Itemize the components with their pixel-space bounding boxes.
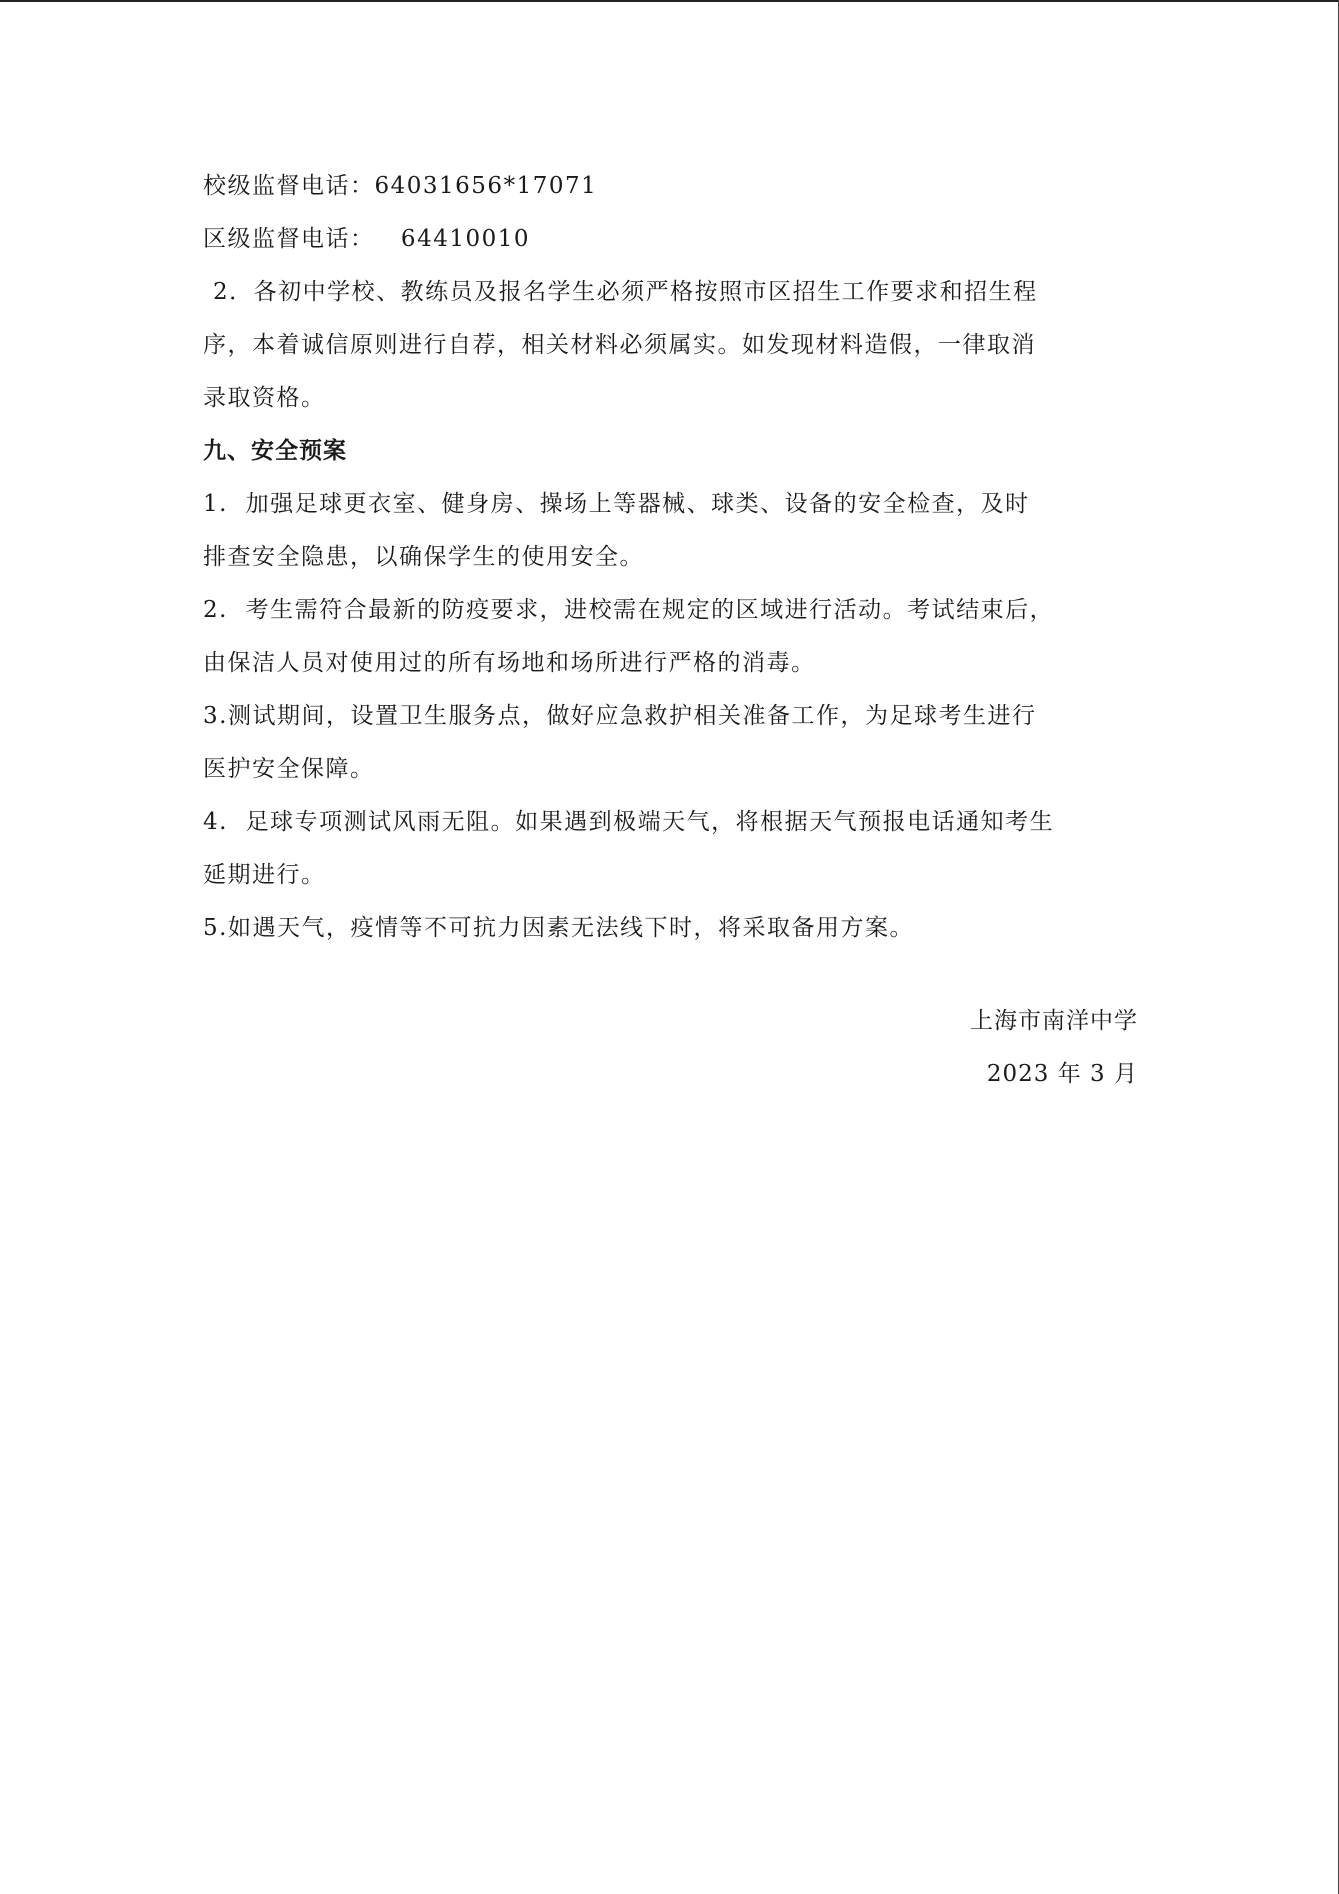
safety-item-line: 排查安全隐患，以确保学生的使用安全。 [203, 544, 644, 570]
signature-date: 2023 年 3 月 [986, 1061, 1138, 1087]
safety-item-3 [203, 690, 1138, 796]
section-9-heading: 九、安全预案 [203, 438, 347, 464]
note-2-line: 序，本着诚信原则进行自荐，相关材料必须属实。如发现材料造假，一律取消 [203, 332, 1036, 358]
page-top-border [0, 0, 1339, 2]
safety-item-2 [203, 584, 1138, 690]
safety-item-line: 2. 考生需符合最新的防疫要求，进校需在规定的区域进行活动。考试结束后， [203, 597, 1055, 623]
note-2-line: 录取资格。 [203, 385, 326, 411]
district-supervision-phone: 区级监督电话： 64410010 [203, 226, 530, 252]
signature-spacer [203, 955, 1138, 995]
safety-item-line: 4. 足球专项测试风雨无阻。如果遇到极端天气，将根据天气预报电话通知考生 [203, 809, 1055, 835]
document-page [203, 160, 1138, 1101]
signature-organization: 上海市南洋中学 [970, 1008, 1138, 1034]
safety-item-1 [203, 478, 1138, 584]
school-supervision-phone: 校级监督电话：64031656*17071 [203, 173, 598, 199]
safety-item-line: 1. 加强足球更衣室、健身房、操场上等器械、球类、设备的安全检查，及时 [203, 491, 1030, 517]
safety-item-line: 由保洁人员对使用过的所有场地和场所进行严格的消毒。 [203, 650, 816, 676]
note-2-paragraph [203, 266, 1138, 425]
safety-item-line: 5.如遇天气，疫情等不可抗力因素无法线下时，将采取备用方案。 [203, 915, 914, 941]
safety-item-5 [203, 902, 1138, 955]
safety-item-line: 延期进行。 [203, 862, 326, 888]
note-2-line: 2．各初中学校、教练员及报名学生必须严格按照市区招生工作要求和招生程 [213, 279, 1038, 305]
safety-item-line: 医护安全保障。 [203, 756, 375, 782]
safety-item-line: 3.测试期间，设置卫生服务点，做好应急救护相关准备工作，为足球考生进行 [203, 703, 1037, 729]
safety-item-4 [203, 796, 1138, 902]
